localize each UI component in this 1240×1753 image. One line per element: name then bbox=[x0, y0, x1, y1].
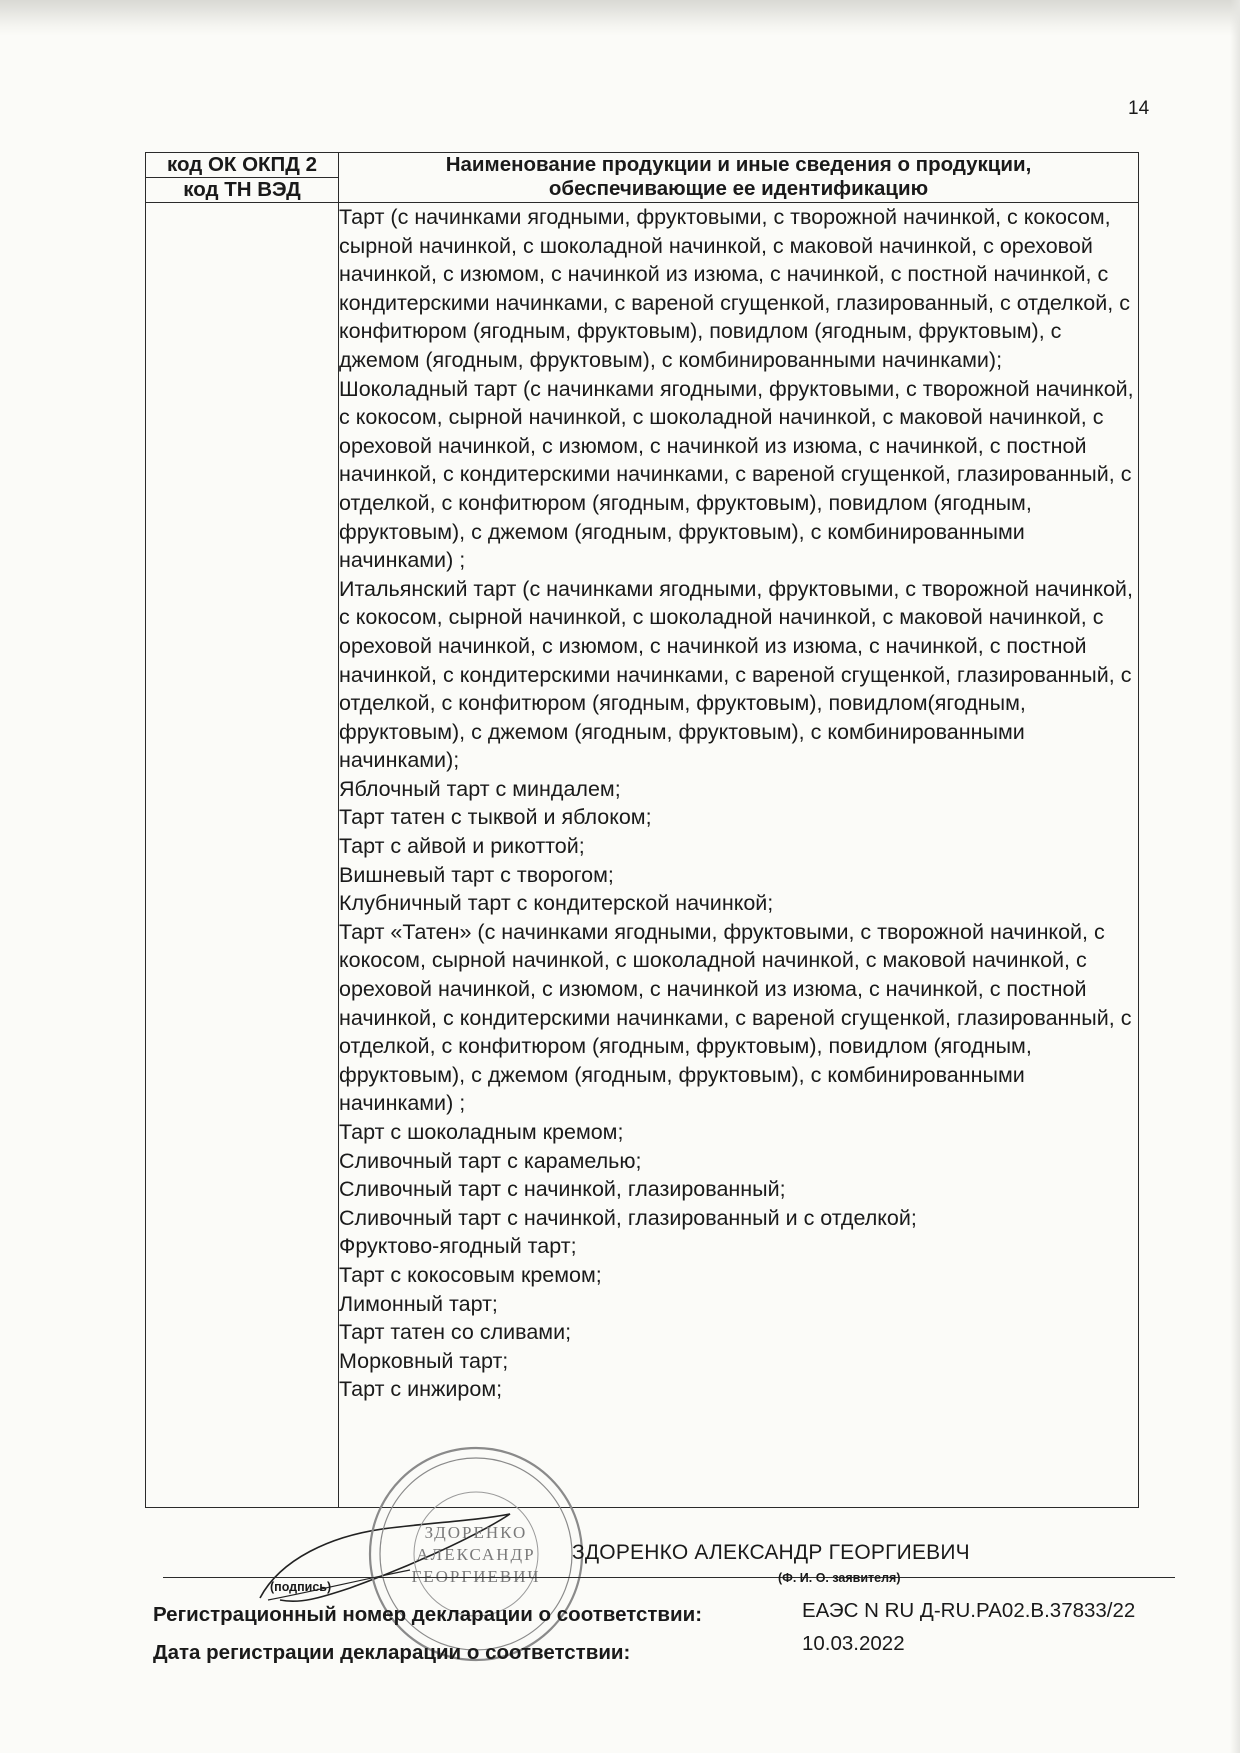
header-tnved-code: код ТН ВЭД bbox=[146, 177, 338, 202]
code-cell bbox=[146, 203, 339, 1508]
scan-shadow-top bbox=[0, 0, 1240, 36]
product-item: Сливочный тарт с начинкой, глазированный и с отделкой; bbox=[339, 1205, 917, 1230]
product-item: Тарт с шоколадным кремом; bbox=[339, 1120, 624, 1144]
registration-date-label: Дата регистрации декларации о соответствии: bbox=[153, 1641, 631, 1664]
product-item: Тарт (с начинками ягодными, фруктовыми, с творожной начинкой, с кокосом, сырной начинкой, с шоколадной начинкой, с маковой начинкой, с ореховой начинкой, с изюмом, с начинкой из изюма, с начинкой, с постной начинкой, с кондитерскими начинками, с вареной сгущенкой, глазированный, с отделкой, с конфитюром (ягодным, фруктовым), повидлом (ягодным, фруктовым), с джемом (ягодным, фруктовым), с комбинированными начинками); bbox=[339, 205, 1130, 372]
product-description-cell bbox=[339, 203, 1139, 1508]
product-item: Итальянский тарт (с начинками ягодными, фруктовыми, с творожной начинкой, с кокосом, сырной начинкой, с шоколадной начинкой, с маковой начинкой, с ореховой начинкой, с изюмом, с начинкой из изюма, с начинкой, с постной начинкой, с кондитерскими начинками, с вареной сгущенкой, глазированный, с отделкой, с конфитюром (ягодным, фруктовым), повидлом(ягодным, фруктовым), с джемом (ягодным, фруктовым), с комбинированными начинками); bbox=[339, 576, 1133, 773]
product-item: Тарт с айвой и рикоттой; bbox=[339, 834, 585, 859]
scan-shadow-right bbox=[1230, 0, 1240, 1753]
product-item: Шоколадный тарт (с начинками ягодными, фруктовыми, с творожной начинкой, с кокосом, сырной начинкой, с шоколадной начинкой, с маковой начинкой, с ореховой начинкой, с изюмом, с начинкой из изюма, с начинкой, с постной начинкой, с кондитерскими начинками, с вареной сгущенкой, глазированный, с отделкой, с конфитюром (ягодным, фруктовым), повидлом (ягодным, фруктовым), с джемом (ягодным, фруктовым), с комбинированными начинками) ; bbox=[339, 376, 1134, 573]
applicant-name-caption: (Ф. И. О. заявителя) bbox=[778, 1571, 901, 1585]
stamp-line-2: АЛЕКСАНДР bbox=[416, 1545, 536, 1564]
product-item: Сливочный тарт с карамелью; bbox=[339, 1148, 642, 1173]
signature-caption: (подпись) bbox=[270, 1580, 332, 1594]
registration-number-value: ЕАЭС N RU Д-RU.РА02.В.37833/22 bbox=[802, 1599, 1136, 1622]
header-product-name-line2: обеспечивающие ее идентификацию bbox=[548, 177, 929, 200]
product-item: Морковный тарт; bbox=[339, 1348, 509, 1373]
stamp-line-1: ЗДОРЕНКО bbox=[424, 1523, 528, 1542]
registration-date-row bbox=[153, 1641, 630, 1665]
header-product-name-cell bbox=[339, 153, 1139, 203]
product-item: Вишневый тарт с творогом; bbox=[339, 862, 614, 887]
product-item: Яблочный тарт с миндалем; bbox=[339, 776, 621, 801]
declaration-table bbox=[145, 152, 1139, 1508]
product-item: Сливочный тарт с начинкой, глазированный; bbox=[339, 1177, 786, 1202]
registration-date-value: 10.03.2022 bbox=[802, 1632, 905, 1655]
signature-line bbox=[163, 1577, 1175, 1578]
product-item: Тарт татен со сливами; bbox=[339, 1320, 572, 1345]
table-header-row bbox=[146, 153, 1139, 203]
header-code-cell bbox=[146, 153, 339, 203]
registration-number-row bbox=[153, 1603, 702, 1627]
product-item: Фруктово-ягодный тарт; bbox=[339, 1234, 577, 1259]
product-item: Тарт татен с тыквой и яблоком; bbox=[339, 805, 652, 830]
product-item: Тарт с инжиром; bbox=[339, 1377, 503, 1402]
product-item: Тарт с кокосовым кремом; bbox=[339, 1262, 602, 1287]
header-product-name-line1: Наименование продукции и иные сведения о продукции, bbox=[445, 153, 1032, 176]
product-item: Клубничный тарт с кондитерской начинкой; bbox=[339, 891, 774, 916]
table-body-row bbox=[146, 203, 1139, 1508]
applicant-name: ЗДОРЕНКО АЛЕКСАНДР ГЕОРГИЕВИЧ bbox=[572, 1541, 970, 1564]
registration-number-label: Регистрационный номер декларации о соответствии: bbox=[153, 1603, 703, 1626]
stamp-line-3: ГЕОРГИЕВИЧ bbox=[411, 1567, 541, 1586]
product-item: Тарт «Татен» (с начинками ягодными, фруктовыми, с творожной начинкой, с кокосом, сырной начинкой, с шоколадной начинкой, с маковой начинкой, с ореховой начинкой, с изюмом, с начинкой из изюма, с начинкой, с постной начинкой, с кондитерскими начинками, с вареной сгущенкой, глазированный, с отделкой, с конфитюром (ягодным, фруктовым), повидлом (ягодным, фруктовым), с джемом (ягодным, фруктовым), с комбинированными начинками) ; bbox=[339, 919, 1132, 1116]
product-item: Лимонный тарт; bbox=[339, 1291, 498, 1316]
official-stamp bbox=[362, 1440, 590, 1668]
header-okpd-code: код ОК ОКПД 2 bbox=[167, 153, 317, 176]
page-number: 14 bbox=[1128, 98, 1150, 119]
product-list bbox=[339, 203, 1138, 1404]
